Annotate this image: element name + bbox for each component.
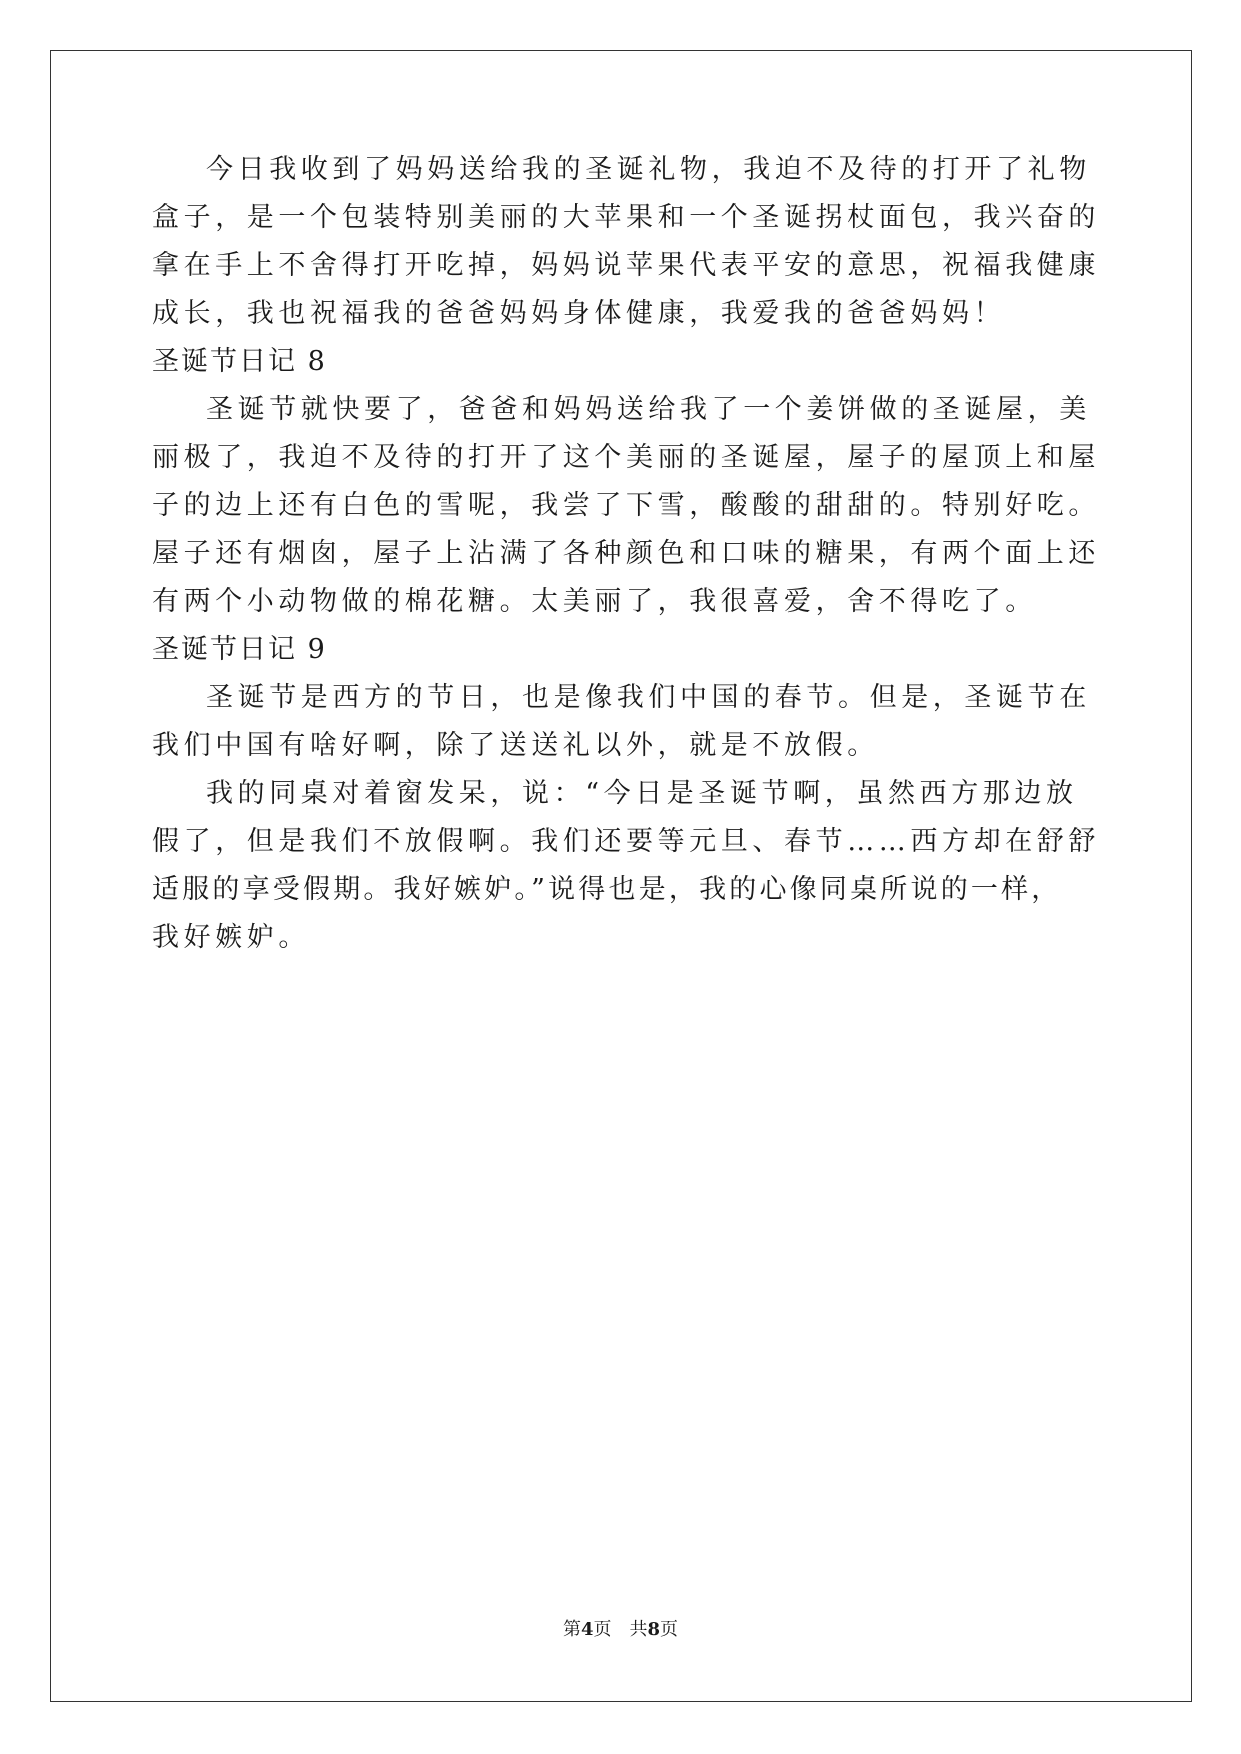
paragraph-line: 有两个小动物做的棉花糖。太美丽了，我很喜爱，舍不得吃了。 xyxy=(152,586,1037,617)
paragraph-line: 今日我收到了妈妈送给我的圣诞礼物，我迫不及待的打开了礼物 xyxy=(206,154,1091,185)
paragraph-line: 圣诞节是西方的节日，也是像我们中国的春节。但是，圣诞节在 xyxy=(206,682,1091,713)
paragraph-line: 丽极了，我迫不及待的打开了这个美丽的圣诞屋，屋子的屋顶上和屋 xyxy=(152,442,1100,473)
section-heading: 圣诞节日记 9 xyxy=(152,634,327,665)
footer-total-prefix: 共 xyxy=(629,1619,648,1640)
paragraph-line: 成长，我也祝福我的爸爸妈妈身体健康，我爱我的爸爸妈妈！ xyxy=(152,298,1006,329)
paragraph-line: 圣诞节就快要了，爸爸和妈妈送给我了一个姜饼做的圣诞屋，美 xyxy=(206,394,1091,425)
section-heading: 圣诞节日记 8 xyxy=(152,346,327,377)
paragraph-line: 我好嫉妒。 xyxy=(152,922,310,953)
paragraph-line: 子的边上还有白色的雪呢，我尝了下雪，酸酸的甜甜的。特别好吃。 xyxy=(152,490,1100,521)
current-page-number: 4 xyxy=(580,1619,594,1640)
paragraph-line: 适服的享受假期。我好嫉妒。”说得也是，我的心像同桌所说的一样， xyxy=(152,874,1062,905)
paragraph-line: 屋子还有烟囱，屋子上沾满了各种颜色和口味的糖果，有两个面上还 xyxy=(152,538,1100,569)
paragraph-line: 我们中国有啥好啊，除了送送礼以外，就是不放假。 xyxy=(152,730,879,761)
page-footer xyxy=(0,1618,1241,1642)
footer-prefix: 第 xyxy=(562,1619,581,1640)
paragraph-line: 假了，但是我们不放假啊。我们还要等元旦、春节……西方却在舒舒 xyxy=(152,826,1100,857)
total-page-count: 8 xyxy=(647,1619,661,1640)
paragraph-line: 我的同桌对着窗发呆，说：“今日是圣诞节啊，虽然西方那边放 xyxy=(206,778,1078,809)
paragraph-line: 盒子，是一个包装特别美丽的大苹果和一个圣诞拐杖面包，我兴奋的 xyxy=(152,202,1100,233)
footer-page-label: 页 xyxy=(593,1619,612,1640)
paragraph-line: 拿在手上不舍得打开吃掉，妈妈说苹果代表平安的意思，祝福我健康 xyxy=(152,250,1100,281)
footer-suffix: 页 xyxy=(660,1619,679,1640)
